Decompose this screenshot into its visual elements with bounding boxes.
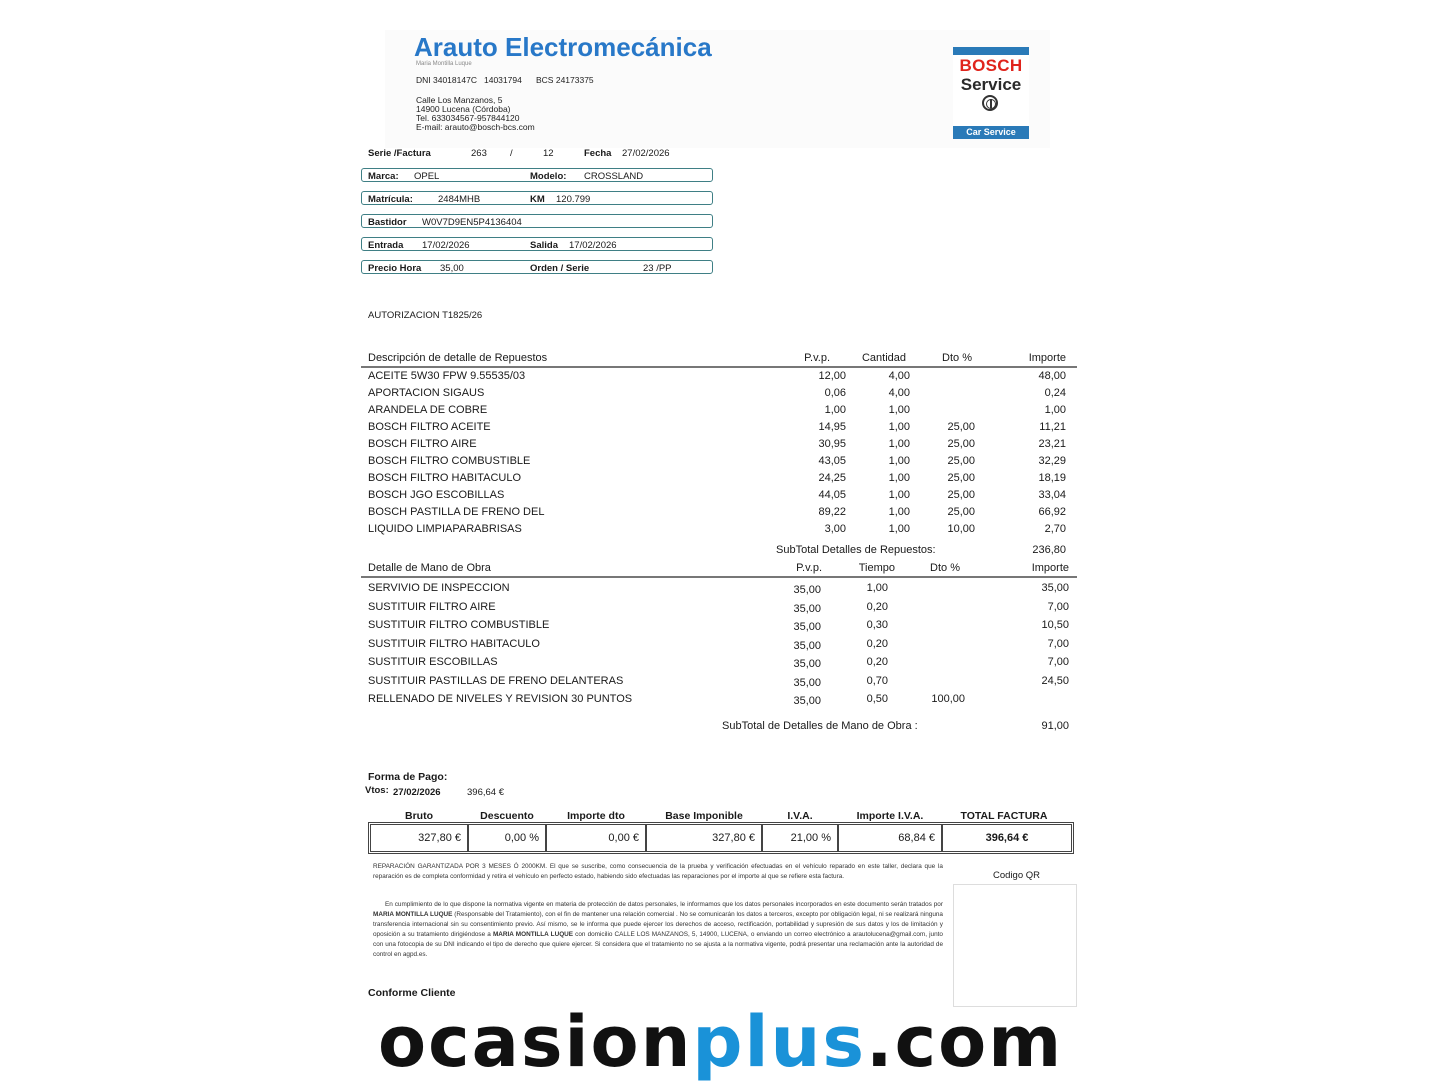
table-cell-pvp: 35,00	[793, 602, 821, 615]
table-cell-pvp: 3,00	[824, 523, 846, 535]
table-cell-importe: 7,00	[1047, 656, 1069, 668]
data-protection-part: con domicilio CALLE LOS MANZANOS, 5, 14900, LUCENA, o enviando un correo electrónico a arautolucena@gmail.com, junto con una fotocopia de su DNI indicando el tipo de derecho que quiere ejercer. Si considera que el tratamiento no se ajusta a la normativa vigente, podrá presentar una reclamación ante la autoridad de control en agpd.es.	[373, 931, 943, 958]
table-cell-importe: 48,00	[1038, 370, 1066, 382]
totals-descuento: 0,00 %	[468, 824, 546, 852]
table-cell-qty: 1,00	[888, 506, 910, 518]
serie-label: Serie /Factura	[368, 148, 431, 159]
parts-subtotal-label: SubTotal Detalles de Repuestos:	[776, 544, 936, 556]
table-cell-dto: 10,00	[947, 523, 975, 535]
entrada-value: 17/02/2026	[422, 240, 470, 251]
parts-header-importe: Importe	[1028, 352, 1066, 364]
table-cell-importe: 7,00	[1047, 600, 1069, 613]
serie-value: 263	[471, 148, 487, 159]
fecha-value: 27/02/2026	[622, 148, 670, 159]
table-cell-dto: 25,00	[947, 455, 975, 467]
totals-header-importe-iva: Importe I.V.A.	[856, 810, 924, 822]
table-cell-desc: LIQUIDO LIMPIAPARABRISAS	[368, 523, 522, 535]
qr-label: Codigo QR	[993, 870, 1040, 881]
table-cell-desc: ACEITE 5W30 FPW 9.55535/03	[368, 370, 526, 382]
table-cell-tiempo: 0,50	[866, 693, 888, 705]
matricula-label: Matrícula:	[368, 194, 413, 205]
orden-label: Orden / Serie	[530, 263, 590, 274]
table-cell-importe: 1,00	[1044, 404, 1066, 416]
table-cell-desc: RELLENADO DE NIVELES Y REVISION 30 PUNTOS	[368, 693, 633, 705]
totals-header-descuento: Descuento	[480, 810, 534, 822]
totals-importe-iva: 68,84 €	[838, 824, 942, 852]
bastidor-value: W0V7D9EN5P4136404	[422, 217, 522, 228]
company-email: E-mail: arauto@bosch-bcs.com	[416, 122, 535, 132]
company-bcs: BCS 24173375	[536, 75, 594, 85]
table-cell-desc: SUSTITUIR FILTRO HABITACULO	[368, 637, 540, 650]
table-cell-desc: SERVIVIO DE INSPECCION	[368, 582, 510, 594]
vtos-label: Vtos:	[365, 785, 389, 796]
totals-header-importe-dto: Importe dto	[567, 810, 625, 822]
ocasionplus-watermark	[378, 1002, 1063, 1082]
table-cell-importe: 23,21	[1038, 438, 1066, 450]
table-cell-qty: 1,00	[888, 489, 910, 501]
data-protection-part: (Responsable del Tratamiento), con el fin de mantener una relación comercial . No se comunicarán los datos a terceros, excepto por obligación legal, ni se realizará ninguna transferencia internacional sin su consentimiento previo. Así mismo, se le informa que puede ejercer los derechos de acceso, rectificación, portabilidad y supresión de sus datos y los de limitación y oposición a su tratamiento dirigiéndose a	[373, 911, 943, 938]
table-cell-importe: 10,50	[1041, 619, 1069, 631]
table-cell-importe: 66,92	[1038, 506, 1066, 518]
labor-header-tiempo: Tiempo	[858, 562, 895, 574]
table-cell-pvp: 35,00	[793, 695, 821, 707]
payment-label: Forma de Pago:	[368, 771, 448, 783]
table-cell-pvp: 35,00	[793, 621, 821, 633]
totals-header-base: Base Imponible	[665, 810, 743, 822]
table-cell-pvp: 35,00	[793, 639, 821, 652]
table-cell-importe: 11,21	[1039, 421, 1066, 433]
table-cell-pvp: 30,95	[818, 438, 846, 450]
parts-header-rule	[361, 366, 1077, 368]
totals-iva: 21,00 %	[762, 824, 838, 852]
table-cell-pvp: 35,00	[793, 658, 821, 670]
table-cell-importe: 35,00	[1041, 582, 1069, 594]
table-cell-dto: 25,00	[947, 489, 975, 501]
labor-header-rule	[361, 576, 1077, 578]
fecha-label: Fecha	[584, 148, 612, 159]
table-cell-desc: APORTACION SIGAUS	[368, 387, 485, 399]
table-cell-importe: 32,29	[1038, 455, 1066, 467]
signature-label: Conforme Cliente	[368, 987, 456, 999]
totals-header-bruto: Bruto	[405, 810, 433, 822]
marca-value: OPEL	[414, 171, 440, 182]
matricula-value: 2484MHB	[438, 194, 481, 205]
table-cell-pvp: 35,00	[793, 676, 821, 689]
salida-label: Salida	[530, 240, 558, 251]
table-cell-desc: BOSCH PASTILLA DE FRENO DEL	[368, 506, 545, 518]
table-cell-desc: SUSTITUIR FILTRO COMBUSTIBLE	[368, 619, 550, 631]
company-address-line: 14900 Lucena (Córdoba)	[416, 104, 511, 114]
marca-label: Marca:	[368, 171, 399, 182]
table-cell-desc: ARANDELA DE COBRE	[368, 404, 488, 416]
logo-top-band	[953, 47, 1029, 55]
table-cell-dto: 25,00	[947, 472, 975, 484]
parts-header-pvp: P.v.p.	[804, 352, 830, 364]
data-controller-name: MARIA MONTILLA LUQUE	[373, 911, 453, 918]
totals-total-factura: 396,64 €	[942, 824, 1072, 852]
data-protection-text	[373, 900, 943, 960]
parts-subtotal-value: 236,80	[1032, 544, 1066, 556]
table-cell-desc: BOSCH JGO ESCOBILLAS	[368, 489, 505, 501]
table-cell-dto: 25,00	[947, 438, 975, 450]
table-cell-tiempo: 1,00	[866, 582, 888, 594]
precio-hora-label: Precio Hora	[368, 263, 422, 274]
bosch-service-logo	[953, 47, 1029, 139]
table-cell-qty: 1,00	[888, 523, 910, 535]
totals-bruto: 327,80 €	[370, 824, 468, 852]
table-cell-tiempo: 0,30	[866, 619, 888, 631]
modelo-value: CROSSLAND	[584, 171, 644, 182]
data-protection-part: En cumplimiento de lo que dispone la normativa vigente en materia de protección de datos personales, le informamos que los datos personales incorporados en este documento serán tratados por	[385, 901, 943, 908]
totals-base: 327,80 €	[646, 824, 762, 852]
table-cell-desc: BOSCH FILTRO HABITACULO	[368, 472, 522, 484]
table-cell-pvp: 0,06	[824, 387, 846, 399]
table-cell-qty: 1,00	[888, 472, 910, 484]
table-cell-desc: BOSCH FILTRO COMBUSTIBLE	[368, 455, 531, 467]
table-cell-qty: 4,00	[888, 387, 910, 399]
parts-header-cantidad: Cantidad	[861, 352, 906, 364]
bosch-armature-icon	[982, 95, 998, 111]
labor-header-dto: Dto %	[930, 562, 960, 574]
logo-tag: Car Service	[953, 126, 1029, 139]
totals-header-total: TOTAL FACTURA	[960, 810, 1048, 822]
table-cell-tiempo: 0,70	[866, 674, 888, 687]
labor-subtotal-value: 91,00	[1041, 720, 1069, 732]
table-cell-tiempo: 0,20	[866, 600, 888, 613]
km-value: 120.799	[556, 194, 591, 205]
table-cell-qty: 1,00	[888, 438, 910, 450]
km-label: KM	[530, 194, 545, 205]
table-cell-importe: 24,50	[1041, 674, 1069, 687]
salida-value: 17/02/2026	[569, 240, 617, 251]
table-cell-tiempo: 0,20	[866, 637, 888, 650]
orden-value: 23 /PP	[643, 263, 672, 274]
table-cell-pvp: 89,22	[818, 506, 846, 518]
table-cell-qty: 1,00	[888, 421, 910, 433]
table-cell-desc: SUSTITUIR FILTRO AIRE	[368, 600, 496, 613]
parts-header-desc: Descripción de detalle de Repuestos	[368, 352, 548, 364]
table-cell-pvp: 1,00	[824, 404, 846, 416]
table-cell-pvp: 43,05	[818, 455, 846, 467]
table-cell-pvp: 12,00	[818, 370, 846, 382]
company-name: Arauto Electromecánica	[414, 32, 712, 62]
watermark-part: ocasion	[378, 1001, 693, 1083]
company-phone: Tel. 633034567-957844120	[416, 113, 520, 123]
vtos-date: 27/02/2026	[393, 787, 441, 798]
table-cell-desc: BOSCH FILTRO ACEITE	[368, 421, 491, 433]
table-cell-importe: 2,70	[1044, 523, 1066, 535]
invoice-number: 12	[543, 148, 554, 159]
table-cell-desc: BOSCH FILTRO AIRE	[368, 438, 477, 450]
qr-code-box	[953, 884, 1077, 1007]
data-controller-name: MARIA MONTILLA LUQUE	[492, 931, 574, 938]
labor-header-desc: Detalle de Mano de Obra	[368, 562, 491, 574]
table-cell-importe: 0,24	[1044, 387, 1066, 399]
table-cell-pvp: 44,05	[818, 489, 846, 501]
table-cell-importe: 18,19	[1038, 472, 1066, 484]
parts-header-dto: Dto %	[942, 352, 972, 364]
labor-header-pvp: P.v.p.	[796, 562, 822, 574]
table-cell-pvp: 35,00	[793, 584, 821, 596]
table-cell-desc: SUSTITUIR ESCOBILLAS	[368, 656, 498, 668]
table-cell-pvp: 14,95	[818, 421, 846, 433]
labor-subtotal-label: SubTotal de Detalles de Mano de Obra :	[722, 720, 918, 732]
vtos-amount: 396,64 €	[467, 787, 504, 798]
table-cell-pvp: 24,25	[818, 472, 846, 484]
totals-importe-dto: 0,00 €	[546, 824, 646, 852]
table-cell-importe: 33,04	[1038, 489, 1066, 501]
company-dni: DNI 34018147C	[416, 75, 477, 85]
logo-service: Service	[960, 75, 1022, 94]
company-address-line: Calle Los Manzanos, 5	[416, 95, 503, 105]
table-cell-qty: 1,00	[888, 404, 910, 416]
totals-header-iva: I.V.A.	[787, 810, 813, 822]
table-cell-qty: 4,00	[888, 370, 910, 382]
table-cell-tiempo: 0,20	[866, 656, 888, 668]
table-cell-qty: 1,00	[888, 455, 910, 467]
watermark-part: .com	[866, 1001, 1064, 1083]
table-cell-importe: 7,00	[1047, 637, 1069, 650]
company-id: 14031794	[484, 75, 522, 85]
table-cell-dto: 25,00	[947, 506, 975, 518]
table-cell-desc: SUSTITUIR PASTILLAS DE FRENO DELANTERAS	[368, 674, 624, 687]
serie-slash: /	[510, 148, 513, 159]
logo-brand: BOSCH	[959, 56, 1023, 75]
entrada-label: Entrada	[368, 240, 404, 251]
precio-hora-value: 35,00	[440, 263, 464, 274]
bastidor-label: Bastidor	[368, 217, 407, 228]
watermark-part: plus	[692, 1001, 867, 1083]
warranty-text: REPARACIÓN GARANTIZADA POR 3 MESES Ó 2000KM. El que se suscribe, como consecuencia de la prueba y verificación efectuadas en el vehículo reparado en este taller, declara que la reparación es de completa conformidad y retira el vehículo en perfecto estado, habiendo sido efectuadas las reparaciones por el importe al que se refiere esta factura.	[373, 863, 943, 880]
company-owner: Maria Montilla Luque	[416, 61, 472, 67]
modelo-label: Modelo:	[530, 171, 567, 182]
vehicle-box-bastidor	[361, 214, 713, 228]
table-cell-dto: 100,00	[931, 693, 965, 705]
table-cell-dto: 25,00	[947, 421, 975, 433]
labor-header-importe: Importe	[1031, 562, 1069, 574]
authorization: AUTORIZACION T1825/26	[368, 310, 483, 321]
